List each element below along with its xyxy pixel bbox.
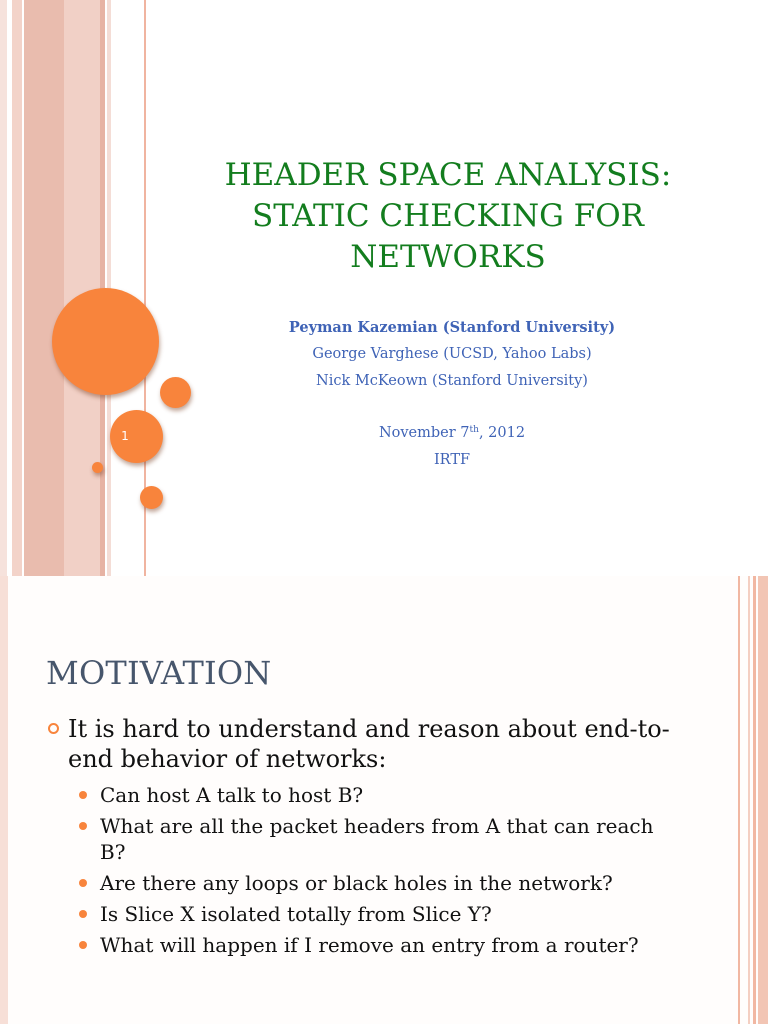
date-superscript: th [469,425,479,435]
title-line: HEADER SPACE ANALYSIS: [224,157,672,193]
list-item-text: Is Slice X isolated totally from Slice Y? [100,902,492,926]
decorative-band [753,576,756,1024]
title-line: STATIC CHECKING FOR [252,198,644,234]
decorative-band [738,576,740,1024]
date-text: November 7 [378,425,470,441]
co-author: George Varghese (UCSD, Yahoo Labs) [312,346,592,362]
list-item-text: What are all the packet headers from A that can reach B? [100,814,654,864]
presentation-title [180,155,716,278]
list-item-text: Can host A talk to host B? [100,783,364,807]
presentation-date [180,420,724,447]
decorative-band [748,576,750,1024]
decorative-band [12,0,22,576]
slide-number: 1 [121,429,129,443]
decorative-band [0,576,8,1024]
dot-bullet-icon [79,879,87,887]
decorative-band [0,0,7,576]
lead-author: Peyman Kazemian (Stanford University) [288,319,616,336]
main-bullet-text: It is hard to understand and reason about end-to-end behavior of networks: [68,715,670,773]
dot-bullet-icon [79,910,87,918]
co-author: Nick McKeown (Stanford University) [316,373,588,389]
decorative-band [758,576,768,1024]
dot-bullet-icon [79,941,87,949]
list-item [78,870,678,896]
decorative-circle-tiny [92,462,103,473]
decorative-band [24,0,64,576]
sub-bullet-list [78,782,678,963]
decorative-circle-large [52,288,159,395]
dot-bullet-icon [79,791,87,799]
main-bullet [46,714,696,774]
list-item [78,782,678,808]
list-item [78,932,678,958]
decorative-circle-small [140,486,163,509]
list-item [78,901,678,927]
list-item-text: Are there any loops or black holes in the network? [100,871,613,895]
slide-heading: MOTIVATION [46,654,272,692]
dot-bullet-icon [79,822,87,830]
date-venue-block [180,420,724,474]
title-line: NETWORKS [350,239,546,275]
motivation-slide [0,576,768,1024]
ring-bullet-icon [48,723,59,734]
list-item-text: What will happen if I remove an entry from a router? [100,933,639,957]
date-year: , 2012 [478,425,526,441]
venue: IRTF [433,452,471,468]
author-list [180,314,724,395]
list-item [78,813,678,865]
